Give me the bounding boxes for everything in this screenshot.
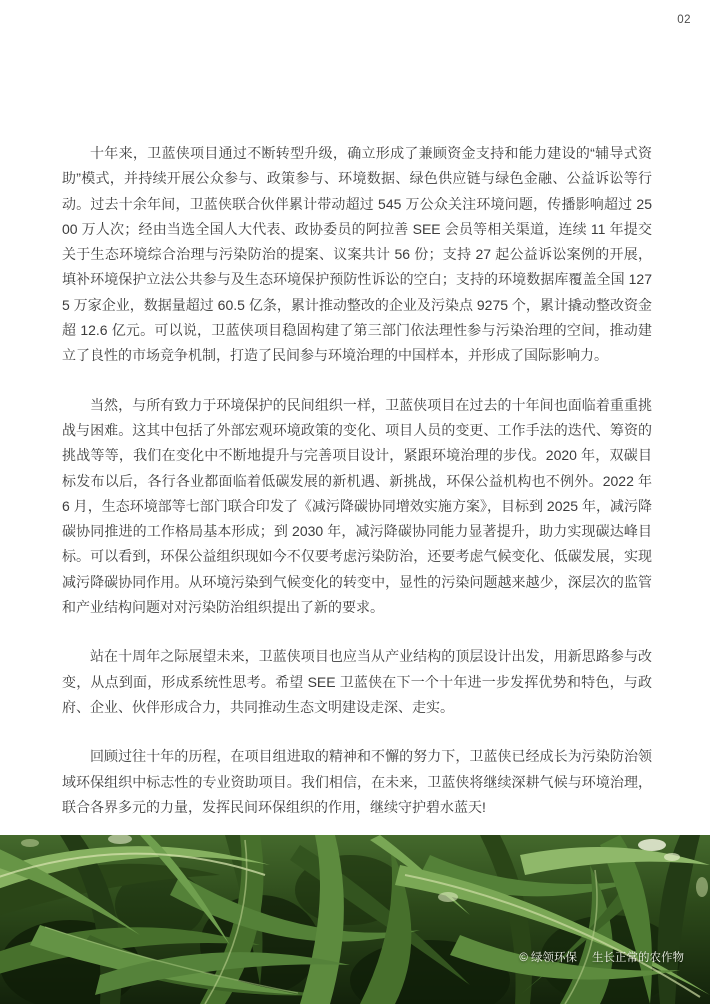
photo-caption-text: 生长正常的农作物 <box>592 952 684 964</box>
article-body <box>62 141 652 844</box>
paragraph-1: 十年来，卫蓝侠项目通过不断转型升级，确立形成了兼顾资金支持和能力建设的“辅导式资助”模式，并持续开展公众参与、政策参与、环境数据、绿色供应链与绿色金融、公益诉讼等行动。过去十余年间，卫蓝侠联合伙伴累计带动超过 545 万公众关注环境问题，传播影响超过 2500 万人次；经由当选全国人大代表、政协委员的阿拉善 SEE 会员等相关渠道，连续 11 年提交关于生态环境综合治理与污染防治的提案、议案共计 56 份；支持 27 起公益诉讼案例的开展，填补环境保护立法公共参与及生态环境保护预防性诉讼的空白；支持的环境数据库覆盖全国 1275 万家企业，数据量超过 60.5 亿条，累计推动整改的企业及污染点 9275 个，累计撬动整改资金超 12.6 亿元。可以说，卫蓝侠项目稳固构建了第三部门依法理性参与污染治理的空间，推动建立了良性的市场竞争机制，打造了民间参与环境治理的中国样本，并形成了国际影响力。 <box>62 145 652 364</box>
page-number: 02 <box>677 14 691 26</box>
paragraph-2: 当然，与所有致力于环境保护的民间组织一样，卫蓝侠项目在过去的十年间也面临着重重挑战与困难。这其中包括了外部宏观环境政策的变化、项目人员的变更、工作手法的迭代、筹资的挑战等等，我们在变化中不断地提升与完善项目设计，紧跟环境治理的步伐。2020 年，双碳目标发布以后，各行各业都面临着低碳发展的新机遇、新挑战，环保公益机构也不例外。2022 年 6 月，生态环境部等七部门联合印发了《减污降碳协同增效实施方案》，目标到 2025 年，减污降碳协同推进的工作格局基本形成；到 2030 年，减污降碳协同能力显著提升，助力实现碳达峰目标。可以看到，环保公益组织现如今不仅要考虑污染防治，还要考虑气候变化、低碳发展，实现减污降碳协同作用。从环境污染到气候变化的转变中，显性的污染问题越来越少，深层次的监管和产业结构问题对对污染防治组织提出了新的要求。 <box>62 396 652 616</box>
cornfield-illustration <box>0 835 710 1004</box>
paragraph-4: 回顾过往十年的历程，在项目组进取的精神和不懈的努力下，卫蓝侠已经成长为污染防治领域环保组织中标志性的专业资助项目。我们相信，在未来，卫蓝侠将继续深耕气候与环境治理，联合各界多元的力量，发挥民间环保组织的作用，继续守护碧水蓝天! <box>62 748 652 815</box>
paragraph-3: 站在十周年之际展望未来，卫蓝侠项目也应当从产业结构的顶层设计出发，用新思路参与改变，从点到面，形成系统性思考。希望 SEE 卫蓝侠在下一个十年进一步发挥优势和特色，与政府、企业、伙伴形成合力，共同推动生态文明建设走深、走实。 <box>62 648 652 715</box>
photo-caption <box>519 949 684 965</box>
photo-credit: © 绿领环保 <box>519 952 577 964</box>
cornfield-photo <box>0 835 710 1004</box>
